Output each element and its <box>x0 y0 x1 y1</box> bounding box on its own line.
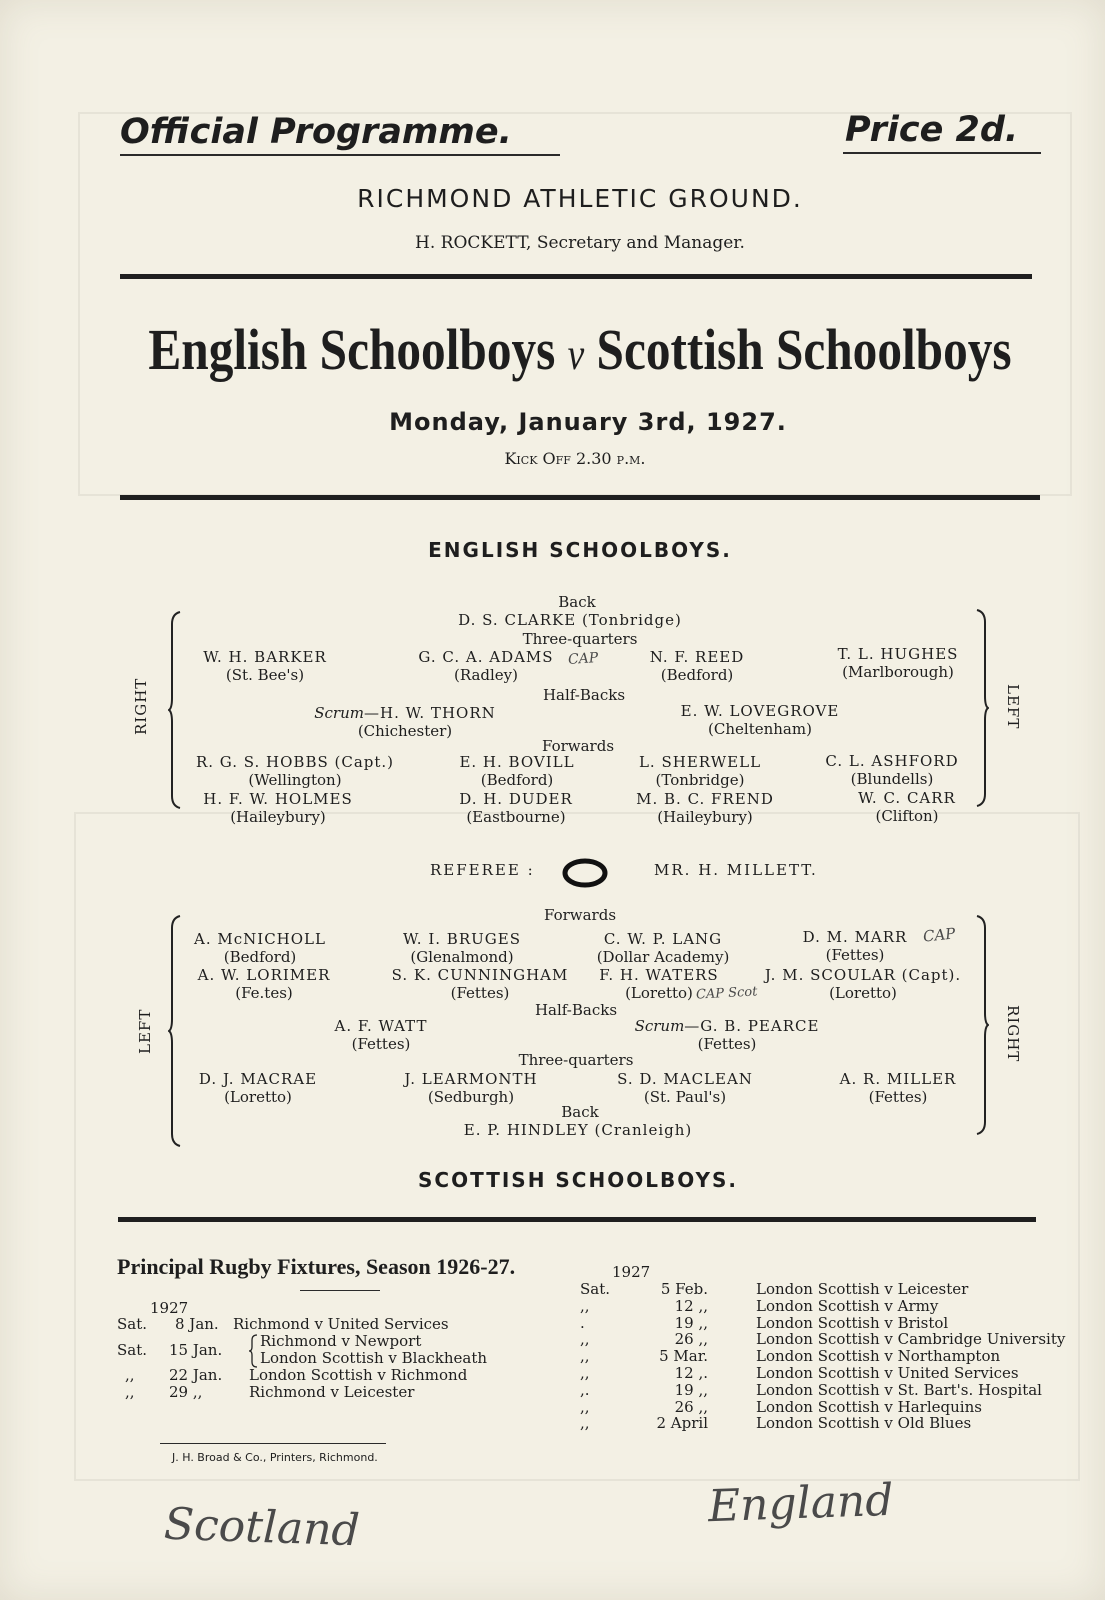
scottish-back-player: E. P. HINDLEY (Cranleigh) <box>463 1121 693 1139</box>
english-tq-player <box>650 648 745 684</box>
player-school: (Clifton) <box>875 807 939 825</box>
scottish-tq-player <box>840 1070 957 1106</box>
programme-label-underline <box>120 154 560 156</box>
player-school: (Tonbridge) <box>655 771 745 789</box>
fixture-day: . <box>580 1313 585 1332</box>
english-tq-player <box>418 648 553 684</box>
english-back-label: Back <box>558 593 596 611</box>
fixture-date: 29 ,, <box>169 1383 203 1401</box>
player-name <box>314 704 496 722</box>
fixture-day: ,, <box>125 1366 135 1384</box>
fixture-day: ,, <box>125 1383 135 1401</box>
english-fw-player <box>636 790 774 826</box>
price-label <box>845 110 1018 150</box>
fixture-day: ,, <box>580 1347 590 1366</box>
scottish-fw-player <box>403 930 521 966</box>
scrum-prefix: Scrum <box>634 1017 685 1035</box>
fixtures-title: Principal Rugby Fixtures, Season 1926-27. <box>117 1254 516 1279</box>
player-school: (St. Paul's) <box>643 1088 727 1106</box>
programme-label-text: Official Programme. <box>120 112 512 152</box>
fixture-date: 22 Jan. <box>169 1366 223 1384</box>
player-name: W. H. BARKER <box>203 648 327 666</box>
fixture-row <box>117 1333 247 1359</box>
fixture-row <box>580 1281 968 1298</box>
fixture-match: London Scottish v Old Blues <box>756 1414 972 1433</box>
fixture-match: London Scottish v Cambridge University <box>756 1330 1066 1349</box>
header-rule <box>120 274 1032 279</box>
player-school: (Glenalmond) <box>410 948 514 966</box>
player-school: (Blundells) <box>850 770 934 788</box>
player-school: (Fettes) <box>868 1088 928 1106</box>
english-fw-player <box>459 753 574 789</box>
player-school: (Fettes) <box>697 1035 757 1053</box>
player-school: (Wellington) <box>248 771 342 789</box>
fixture-row <box>580 1399 982 1416</box>
fixture-date: 2 April <box>656 1414 708 1433</box>
player-school: (Haileybury) <box>657 808 753 826</box>
fixture-match: Richmond v United Services <box>233 1315 449 1333</box>
handwritten-england: England <box>707 1474 895 1533</box>
player-school: (Sedburgh) <box>427 1088 515 1106</box>
fixture-date: 8 Jan. <box>175 1315 219 1333</box>
fixture-match: London Scottish v Blackheath <box>260 1349 488 1367</box>
fixture-day: Sat. <box>117 1315 148 1333</box>
player-school: (Loretto) <box>224 1088 292 1106</box>
scottish-fw-player <box>803 928 908 964</box>
player-school: (Loretto) <box>625 984 693 1002</box>
player-name: L. SHERWELL <box>638 753 762 771</box>
player-school: (Bedford) <box>480 771 554 789</box>
english-hb-label: Half-Backs <box>542 686 626 704</box>
player-name: D. M. MARR <box>802 928 908 946</box>
rugby-ball-icon <box>562 857 608 889</box>
versus: v <box>567 330 585 379</box>
scottish-left-bracket <box>168 914 182 1148</box>
player-name: T. L. HUGHES <box>837 645 959 663</box>
english-tq-player <box>203 648 327 684</box>
fixture-date: 5 Mar. <box>659 1347 708 1366</box>
fixture-match: Richmond v Leicester <box>249 1383 415 1401</box>
printer-credit: J. H. Broad & Co., Printers, Richmond. <box>172 1451 378 1464</box>
english-fw-player <box>825 752 958 788</box>
fixture-match: London Scottish v United Services <box>756 1364 1019 1382</box>
english-side-right: RIGHT <box>132 677 150 735</box>
player-school: (Loretto) <box>829 984 897 1002</box>
scottish-tq-player <box>199 1070 317 1106</box>
player-school: (Bedford) <box>223 948 297 966</box>
fixture-day: Sat. <box>580 1280 611 1298</box>
fixture-day: ,, <box>580 1414 590 1433</box>
fixture-row <box>580 1331 1065 1348</box>
scottish-fw-player <box>392 966 569 1002</box>
fixture-row <box>580 1298 938 1315</box>
fixture-date: 12 ,. <box>674 1364 708 1382</box>
english-tq-label: Three-quarters <box>522 630 638 648</box>
player-name: D. J. MACRAE <box>198 1070 318 1088</box>
player-school: (Fe.tes) <box>235 984 293 1002</box>
programme-label <box>120 112 512 152</box>
scottish-fw-player <box>198 966 331 1002</box>
match-title <box>148 316 1011 383</box>
scottish-tq-label: Three-quarters <box>518 1051 634 1069</box>
english-fw-player <box>203 790 352 826</box>
player-name: W. C. CARR <box>858 789 956 807</box>
player-name: A. McNICHOLL <box>194 930 326 948</box>
english-heading: ENGLISH SCHOOLBOYS. <box>428 538 732 562</box>
scottish-hb-player <box>635 1017 820 1053</box>
english-tq-player <box>838 645 959 681</box>
handwritten-cap-note: CAP <box>567 649 599 669</box>
fixture-row <box>125 1384 414 1401</box>
scottish-fw-player <box>597 930 730 966</box>
player-name: W. I. BRUGES <box>403 930 521 948</box>
player-name: D. H. DUDER <box>459 790 573 808</box>
fixture-row <box>125 1367 467 1384</box>
player-name: J. LEARMONTH <box>404 1070 538 1088</box>
fixture-date: 12 ,, <box>674 1296 708 1315</box>
fixture-day: ,, <box>580 1397 590 1416</box>
fixture-match: London Scottish v Harlequins <box>756 1397 982 1416</box>
english-fw-player <box>639 753 761 789</box>
fixture-row <box>580 1365 1019 1382</box>
handwritten-cap-note: CAP Scot <box>695 984 758 1003</box>
venue-title: RICHMOND ATHLETIC GROUND. <box>357 184 803 213</box>
english-hb-player <box>314 704 496 740</box>
player-name: C. L. ASHFORD <box>825 752 959 770</box>
fixtures-title-underline <box>300 1290 380 1291</box>
price-label-underline <box>843 152 1041 154</box>
player-school: (Eastbourne) <box>466 808 566 826</box>
team-section-rule <box>118 1217 1036 1222</box>
scottish-tq-player <box>404 1070 537 1106</box>
player-name <box>635 1017 820 1035</box>
english-right-bracket <box>975 608 989 808</box>
fixture-match: Richmond v Newport <box>260 1332 422 1350</box>
fixture-date: 15 Jan. <box>169 1341 223 1359</box>
fixture-day: ,, <box>580 1330 590 1349</box>
team1-name: English Schoolboys <box>148 317 556 382</box>
player-school: (St. Bee's) <box>225 666 305 684</box>
kickoff-time: Kick Off 2.30 p.m. <box>504 449 646 468</box>
player-name: J. M. SCOULAR (Capt). <box>764 966 962 984</box>
scottish-heading: SCOTTISH SCHOOLBOYS. <box>418 1168 738 1192</box>
player-name-text: —G. B. PEARCE <box>684 1017 820 1035</box>
player-school: (Radley) <box>453 666 519 684</box>
match-date: Monday, January 3rd, 1927. <box>389 408 787 436</box>
fixture-day: ,, <box>580 1364 590 1382</box>
player-name: G. C. A. ADAMS <box>418 648 554 666</box>
player-school: (Fettes) <box>825 946 885 964</box>
scottish-tq-player <box>617 1070 753 1106</box>
player-name: S. D. MACLEAN <box>617 1070 753 1088</box>
fixtures-right-year: 1927 <box>612 1263 651 1281</box>
printer-rule <box>160 1443 386 1444</box>
show-through-border <box>78 112 1072 496</box>
player-name: N. F. REED <box>649 648 745 666</box>
player-school: (Marlborough) <box>842 663 954 681</box>
player-name: A. W. LORIMER <box>197 966 331 984</box>
english-side-left: LEFT <box>1004 684 1022 730</box>
fixtures-left-year: 1927 <box>150 1299 189 1317</box>
fixture-day: Sat. <box>117 1341 148 1359</box>
fixture-date: 5 Feb. <box>660 1280 708 1298</box>
player-name: A. R. MILLER <box>839 1070 957 1088</box>
player-school: (Cheltenham) <box>708 720 812 738</box>
player-school: (Fettes) <box>450 984 510 1002</box>
scottish-side-left: LEFT <box>136 1008 154 1054</box>
fixture-date: 19 ,, <box>674 1313 708 1332</box>
english-fw-player <box>196 753 394 789</box>
player-name: E. H. BOVILL <box>459 753 575 771</box>
player-name: F. H. WATERS <box>599 966 719 984</box>
player-school: (Dollar Academy) <box>596 948 730 966</box>
fixture-match: London Scottish v Northampton <box>756 1347 1001 1366</box>
fixture-match: London Scottish v Leicester <box>756 1280 969 1298</box>
player-school: (Bedford) <box>660 666 734 684</box>
fixture-day: ,. <box>580 1380 590 1399</box>
fixture-row <box>580 1382 1042 1399</box>
english-fw-player <box>858 789 956 825</box>
referee-name: MR. H. MILLETT. <box>654 861 818 879</box>
player-name: R. G. S. HOBBS (Capt.) <box>195 753 395 771</box>
scottish-hb-player <box>335 1017 428 1053</box>
scottish-side-right: RIGHT <box>1004 1005 1022 1063</box>
scottish-fw-player <box>194 930 326 966</box>
fixture-brace <box>248 1334 258 1368</box>
player-name: M. B. C. FREND <box>636 790 774 808</box>
scottish-right-bracket <box>975 914 989 1136</box>
scottish-back-label: Back <box>561 1103 599 1121</box>
player-name: C. W. P. LANG <box>603 930 723 948</box>
fixture-row <box>580 1348 1000 1365</box>
fixture-row <box>117 1316 449 1333</box>
player-name-text: —H. W. THORN <box>363 704 496 722</box>
fixture-day: ,, <box>580 1296 590 1315</box>
handwritten-scotland: Scotland <box>163 1498 361 1557</box>
fixture-match: London Scottish v St. Bart's. Hospital <box>756 1380 1042 1399</box>
player-name: E. W. LOVEGROVE <box>680 702 840 720</box>
price-label-text: Price 2d. <box>845 110 1019 150</box>
team2-name: Scottish Schoolboys <box>596 317 1012 382</box>
title-rule <box>120 495 1040 500</box>
english-fw-label: Forwards <box>541 737 615 755</box>
fixture-date: 19 ,, <box>674 1380 708 1399</box>
player-school: (Haileybury) <box>230 808 326 826</box>
scottish-fw-player <box>765 966 961 1002</box>
fixture-match: London Scottish v Richmond <box>249 1366 468 1384</box>
english-fw-player <box>459 790 573 826</box>
english-hb-player <box>681 702 840 738</box>
fixture-date: 26 ,, <box>674 1397 708 1416</box>
fixture-match: London Scottish v Army <box>756 1296 939 1315</box>
player-name: S. K. CUNNINGHAM <box>391 966 569 984</box>
fixture-row <box>580 1415 971 1432</box>
fixture-date: 26 ,, <box>674 1330 708 1349</box>
player-school: (Chichester) <box>357 722 453 740</box>
scottish-hb-label: Half-Backs <box>534 1001 618 1019</box>
english-left-bracket <box>168 610 182 810</box>
referee-label: REFEREE : <box>430 861 535 879</box>
player-name: A. F. WATT <box>334 1017 428 1035</box>
player-name: H. F. W. HOLMES <box>203 790 353 808</box>
fixture-row <box>580 1315 948 1332</box>
handwritten-cap-note: CAP <box>922 924 957 946</box>
secretary-line: H. ROCKETT, Secretary and Manager. <box>415 233 745 253</box>
english-back-player: D. S. CLARKE (Tonbridge) <box>458 611 682 629</box>
scottish-fw-label: Forwards <box>543 906 617 924</box>
fixture-match: London Scottish v Bristol <box>756 1313 949 1332</box>
player-school: (Fettes) <box>351 1035 411 1053</box>
scrum-prefix: Scrum <box>314 704 364 722</box>
